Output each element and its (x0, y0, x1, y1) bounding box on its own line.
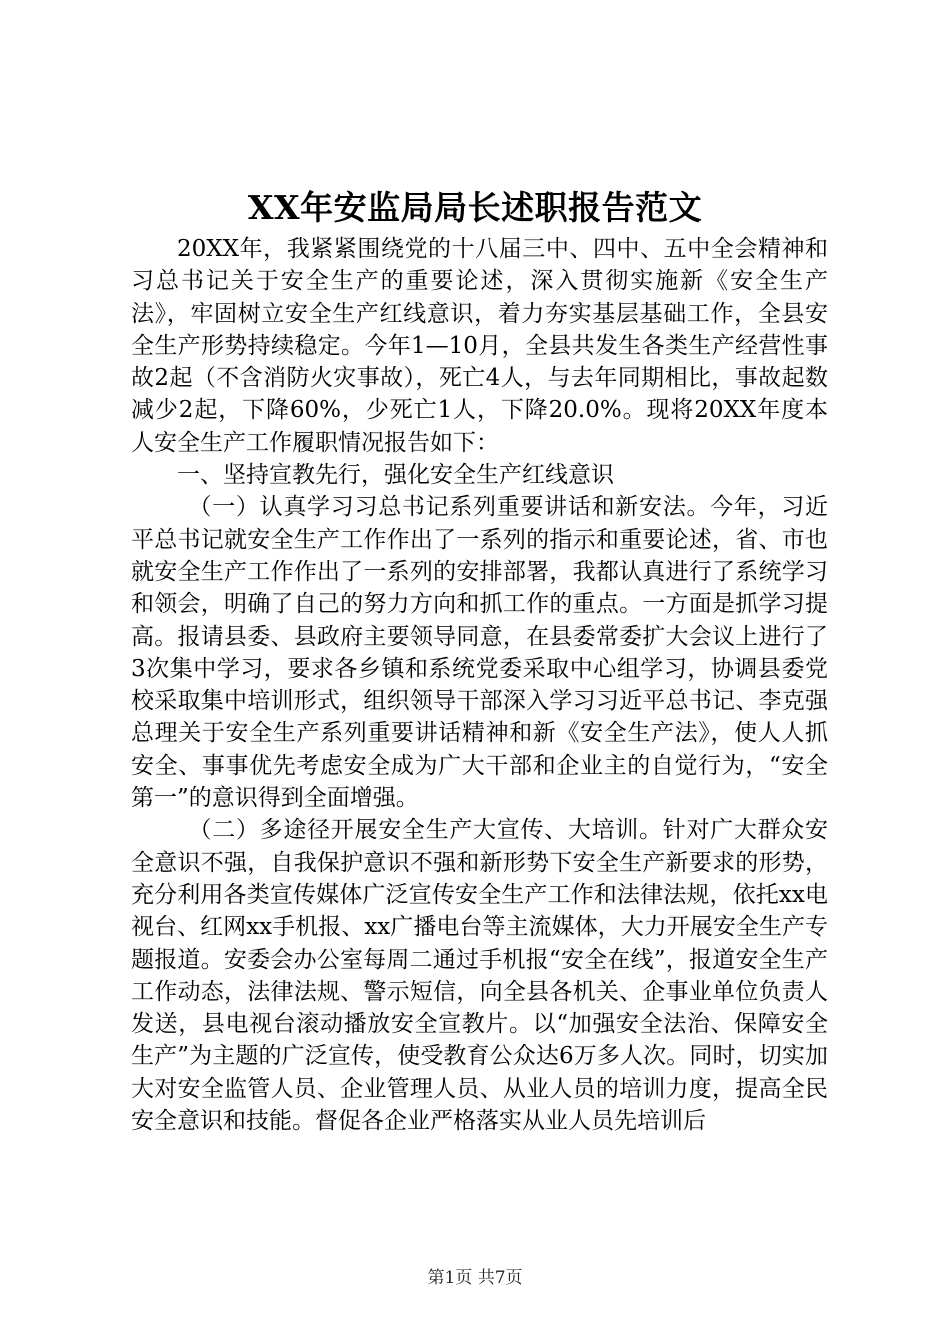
subsection-paragraph-2: （二）多途径开展安全生产大宣传、大培训。针对广大群众安全意识不强，自我保护意识不强和新形势下安全生产新要求的形势，充分利用各类宣传媒体广泛宣传安全生产工作和法律法规，依托xx电视台、红网xx手机报、xx广播电台等主流媒体，大力开展安全生产专题报道。安委会办公室每周二通过手机报“安全在线”，报道安全生产工作动态，法律法规、警示短信，向全县各机关、企事业单位负责人发送，县电视台滚动播放安全宣教片。以“加强安全法治、保障安全生产”为主题的广泛宣传，使受教育公众达6万多人次。同时，切实加大对安全监管人员、企业管理人员、从业人员的培训力度，提高全民安全意识和技能。督促各企业严格落实从业人员先培训后 (131, 817, 828, 1135)
subsection-paragraph-1: （一）认真学习习总书记系列重要讲话和新安法。今年，习近平总书记就安全生产工作作出了一系列的指示和重要论述，省、市也就安全生产工作作出了一系列的安排部署，我都认真进行了系统学习和领会，明确了自己的努力方向和抓工作的重点。一方面是抓学习提高。报请县委、县政府主要领导同意，在县委常委扩大会议上进行了3次集中学习，要求各乡镇和系统党委采取中心组学习，协调县委党校采取集中培训形式，组织领导干部深入学习习近平总书记、李克强总理关于安全生产系列重要讲话精神和新《安全生产法》，使人人抓安全、事事优先考虑安全成为广大干部和企业主的自觉行为，“安全第一”的意识得到全面增强。 (131, 494, 828, 812)
document-body (131, 233, 828, 1137)
intro-paragraph: 20XX年，我紧紧围绕党的十八届三中、四中、五中全会精神和习总书记关于安全生产的重要论述，深入贯彻实施新《安全生产法》，牢固树立安全生产红线意识，着力夯实基层基础工作，全县安全生产形势持续稳定。今年1—10月，全县共发生各类生产经营性事故2起（不含消防火灾事故），死亡4人，与去年同期相比，事故起数减少2起，下降60%，少死亡1人，下降20.0%。现将20XX年度本人安全生产工作履职情况报告如下： (131, 236, 828, 456)
section-heading-1: 一、坚持宣教先行，强化安全生产红线意识 (177, 462, 614, 489)
page-number-footer: 第1页 共7页 (427, 1268, 523, 1288)
document-title: XX年安监局局长述职报告范文 (247, 188, 703, 227)
